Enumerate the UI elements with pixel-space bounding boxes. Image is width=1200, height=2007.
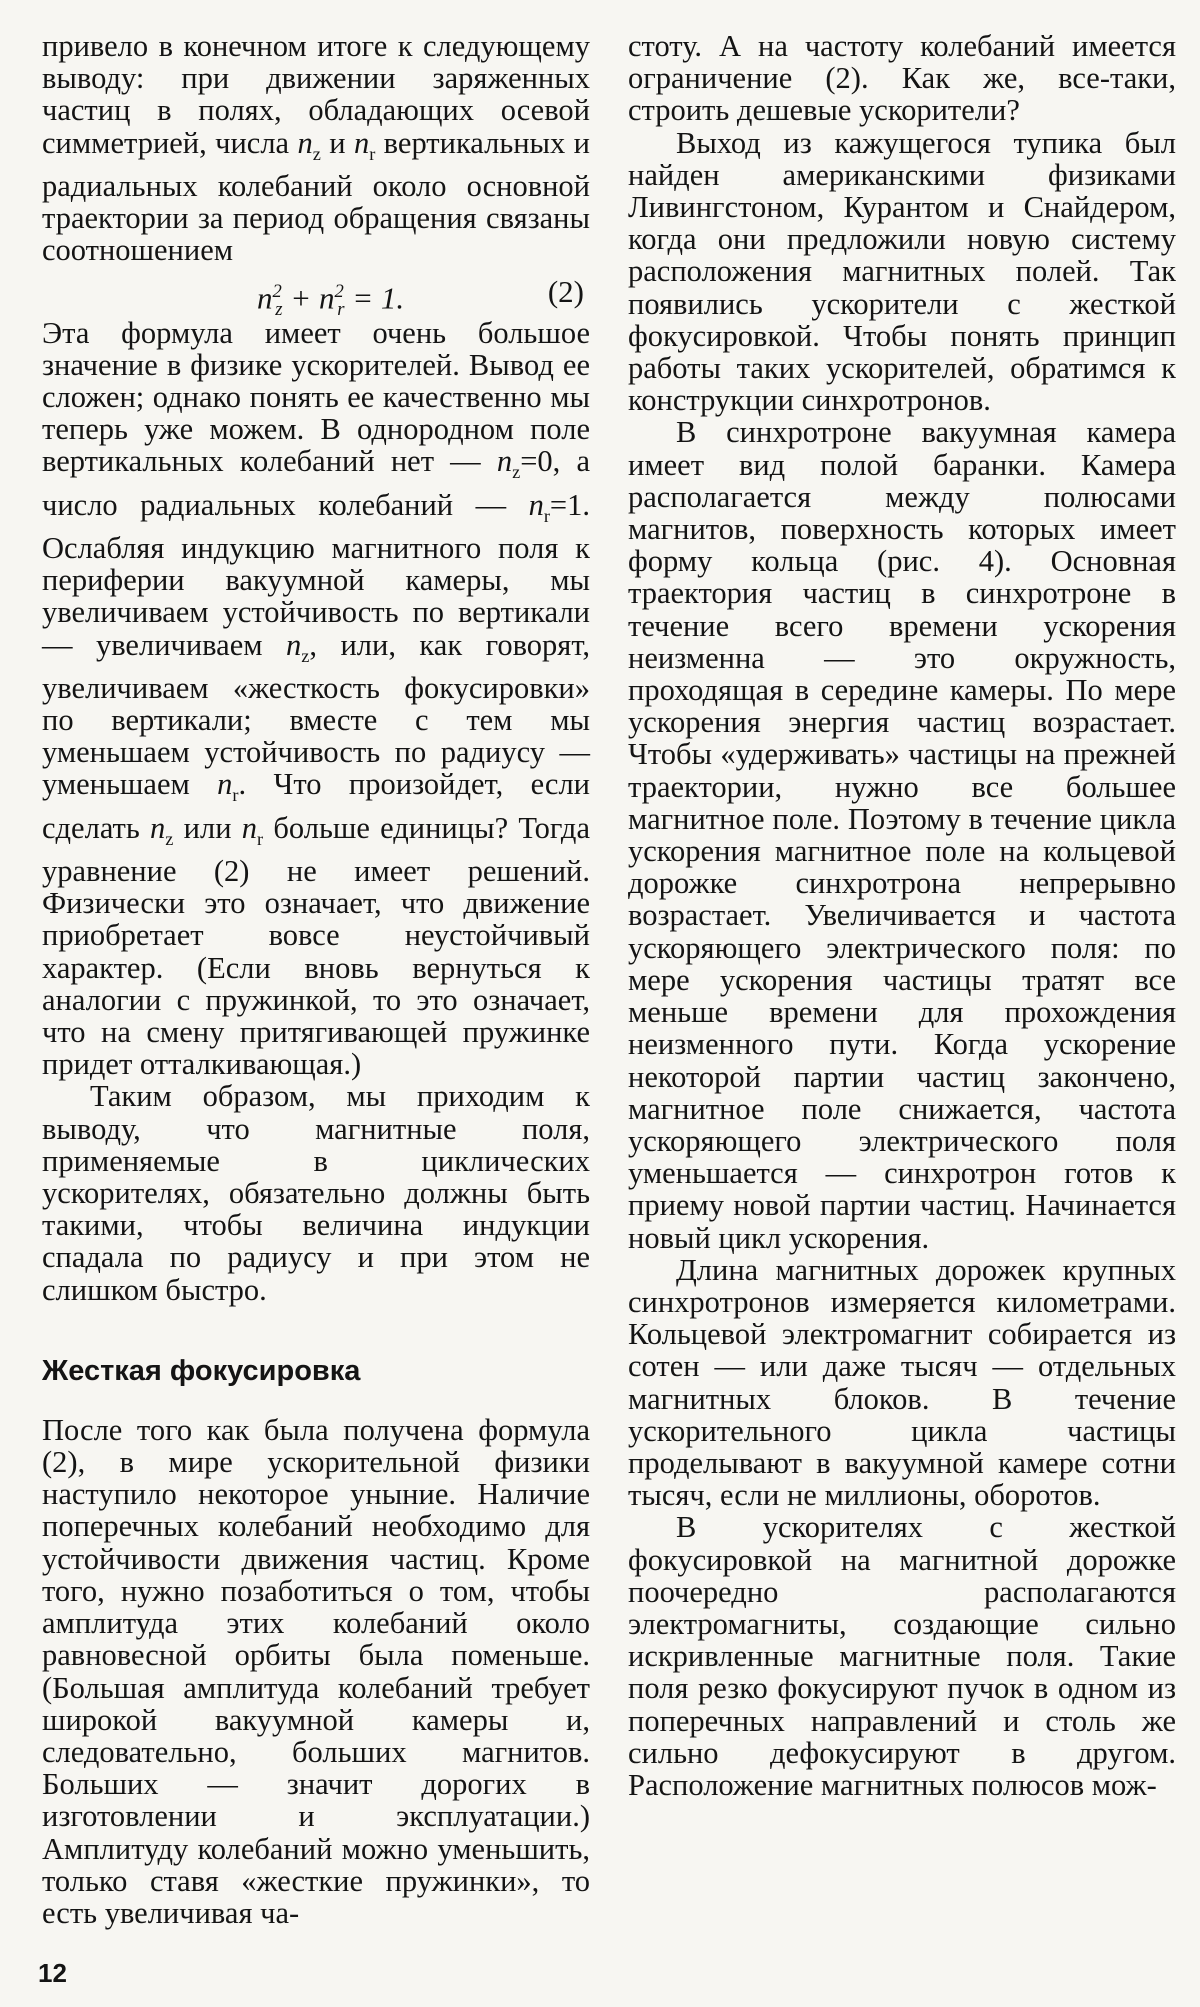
paragraph: В синхротроне вакуумная камера имеет вид полой баранки. Камера располагается между полюсами магнитов, поверхность которых имеет форму кольца (рис. 4). Основная траектория частиц в синхротроне в течение всего времени ускорения неизменна — это окружность, проходящая в середине камеры. По мере ускорения энергия частиц возрастает. Чтобы «удерживать» частицы на прежней траектории, нужно все большее магнитное поле. Поэтому в течение цикла ускорения магнитное поле на кольцевой дорожке синхротрона непрерывно возрастает. Увеличивается и частота ускоряющего электрического поля: по мере ускорения частицы тратят все меньше времени для прохождения неизменного пути. Когда ускорение некоторой партии частиц закончено, магнитное поле снижается, частота ускоряющего электрического поля уменьшается — синхротрон готов к приему новой партии частиц. Начинается новый цикл ускорения. <box>628 415 1176 1255</box>
page-number: 12 <box>38 1958 67 1988</box>
formula-number: (2) <box>547 273 584 309</box>
formula-block <box>42 267 590 321</box>
paragraph: В ускорителях с жесткой фокусировкой на магнитной дорожке поочередно располагаются электромагниты, создающие сильно искривленные магнитные поля. Такие поля резко фокусируют пучок в одном из поперечных направлений и столь же сильно дефокусируют в другом. Расположение магнитных полюсов мож- <box>628 1510 1176 1802</box>
paragraph: Эта формула имеет очень большое значение в физике ускорителей. Вывод ее сложен; однако понять ее качественно мы теперь уже можем. В однородном поле вертикальных колебаний нет — $n_z=0$, а число радиальных колебаний — $n_r=1$. Ослабляя индукцию магнитного поля к периферии вакуумной камеры, мы увеличиваем устойчивость по вертикали — увеличиваем $n_z$, или, как говорят, увеличиваем «жесткость фокусировки» по вертикали; вместе с тем мы уменьшаем устойчивость по радиусу — уменьшаем $n_r$. Что произойдет, если сделать $n_z$ или $n_r$ больше единицы? Тогда уравнение (2) не имеет решений. Физически это означает, что движение приобретает вовсе неустойчивый характер. (Если вновь вернуться к аналогии с пружинкой, то это означает, что на смену притягивающей пружинке придет отталкивающая.) <box>42 315 590 1082</box>
paragraph: Выход из кажущегося тупика был найден американскими физиками Ливингстоном, Курантом и Снайдером, когда они предложили новую систему расположения магнитных полей. Так появились ускорители с жесткой фокусировкой. Чтобы понять принцип работы таких ускорителей, обратимся к конструкции синхротронов. <box>628 125 1176 418</box>
left-column <box>42 30 590 1929</box>
paragraph: стоту. А на частоту колебаний имеется ограничение (2). Как же, все-таки, строить дешевые ускорители? <box>628 29 1176 128</box>
paragraph: После того как была получена формула (2), в мире ускорительной физики наступило некоторое уныние. Наличие поперечных колебаний необходимо для устойчивости движения частиц. Кроме того, нужно позаботиться о том, чтобы амплитуда этих колебаний около равновесной орбиты была поменьше. (Большая амплитуда колебаний требует широкой вакуумной камеры и, следовательно, больших магнитов. Больших — значит дорогих в изготовлении и эксплуатации.) Амплитуду колебаний можно уменьшить, только ставя «жесткие пружинки», то есть увеличивая ча- <box>42 1412 590 1930</box>
paragraph: Таким образом, мы приходим к выводу, что магнитные поля, применяемые в циклических ускорителях, обязательно должны быть такими, чтобы величина индукции спадала по радиусу и при этом не слишком быстро. <box>42 1079 590 1307</box>
right-column <box>628 30 1176 1801</box>
paragraph: Длина магнитных дорожек крупных синхротронов измеряется километрами. Кольцевой электромагнит собирается из сотен — или даже тысяч — отдельных магнитных блоков. В течение ускорительного цикла частицы проделывают в вакуумной камере сотни тысяч, если не миллионы, оборотов. <box>628 1252 1176 1513</box>
paragraph: привело в конечном итоге к следующему выводу: при движении заряженных частиц в полях, обладающих осевой симметрией, числа $n_z$ и $n_r$ вертикальных и радиальных колебаний около основной траектории за период обращения связаны соотношением <box>42 29 590 268</box>
formula-expression: $n^2_z + n^2_r = 1$. <box>257 279 405 321</box>
section-heading: Жесткая фокусировка <box>42 1354 361 1387</box>
